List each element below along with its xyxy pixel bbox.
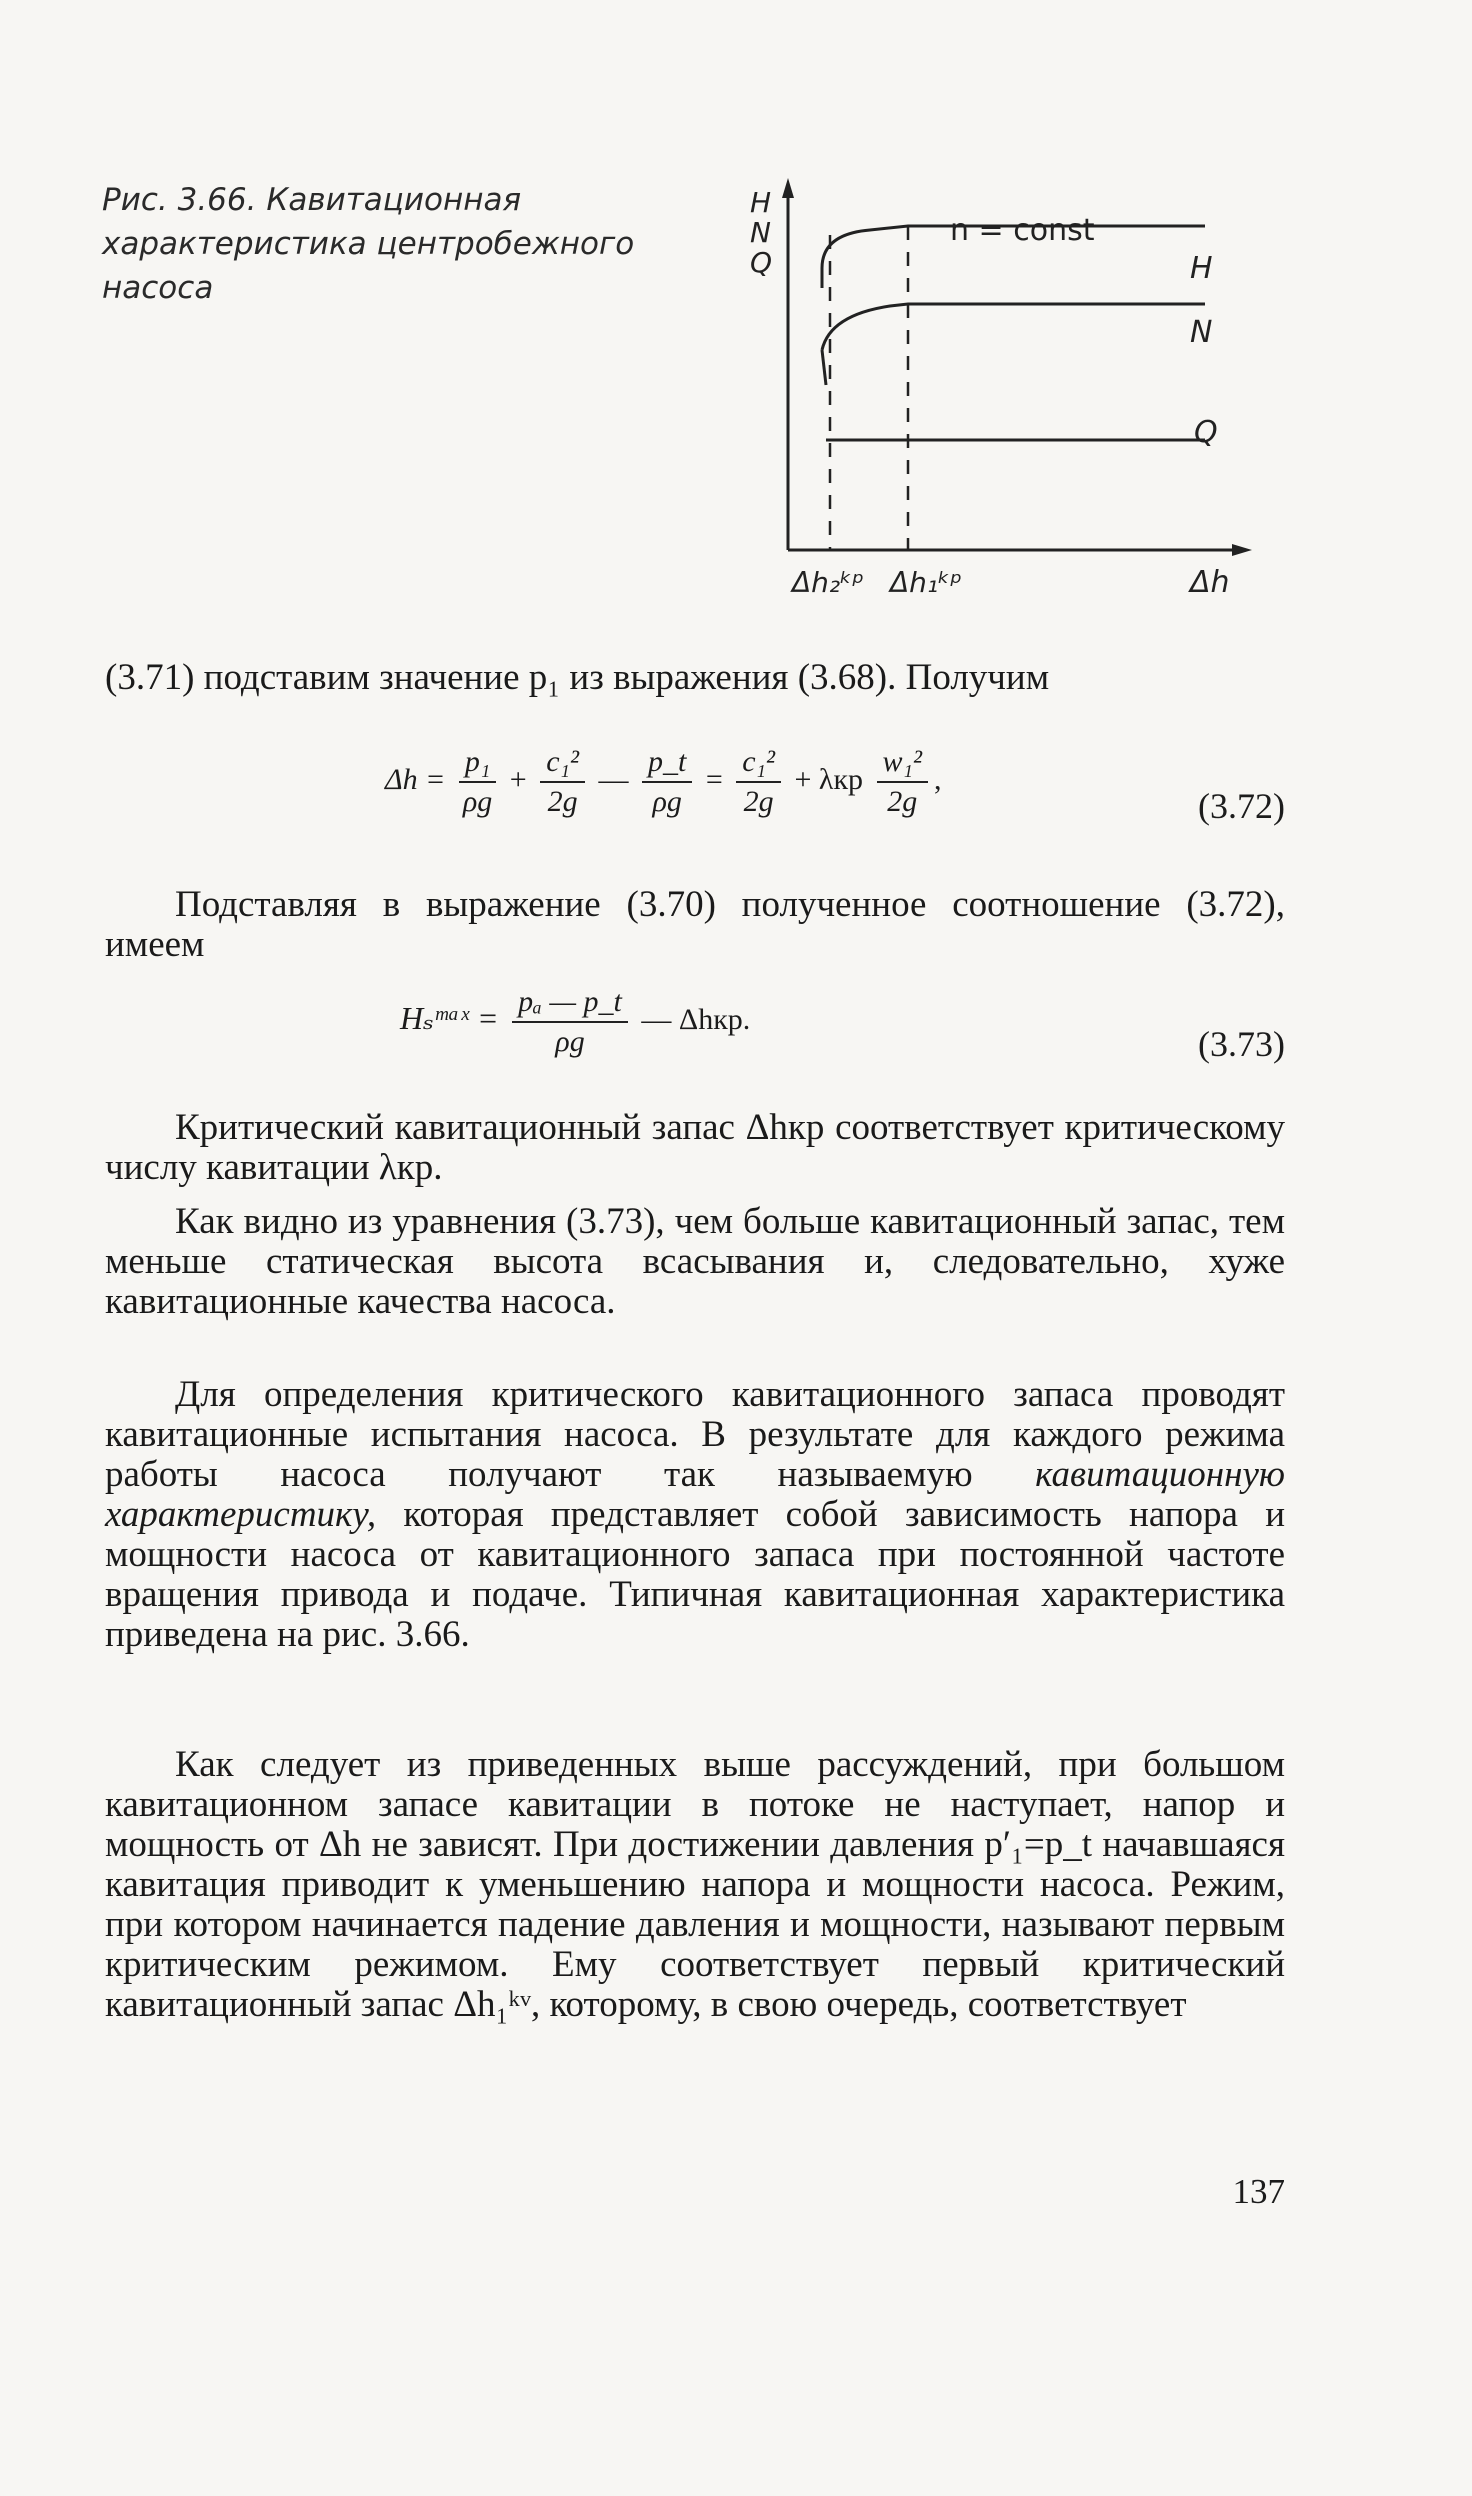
eq1-lhs: Δh = — [385, 762, 446, 796]
cavitation-figure — [740, 150, 1260, 650]
eq2-tail: — Δhкр. — [641, 1002, 751, 1036]
x-axis-arrow — [1232, 544, 1252, 556]
n-const-label: n = const — [950, 213, 1095, 248]
paragraph-5-start: Для определения критического кавитационного запаса проводят кавитационные испытания насоса. В результате для каждого режима работы насоса получают так называемую — [105, 1374, 1285, 1495]
equation-3-73 — [105, 985, 1285, 1105]
eq1-lambda: λкр — [818, 762, 864, 796]
paragraph-4: Как видно из уравнения (3.73), чем больше кавитационный запас, тем меньше статическая высота всасывания и, следовательно, хуже кавитационные качества насоса. — [105, 1201, 1285, 1322]
x-axis-label: Δh — [1190, 565, 1230, 600]
curve-label-q: Q — [1194, 415, 1218, 450]
y-label-h: H — [750, 186, 772, 219]
y-axis-arrow — [782, 178, 794, 198]
paragraph-5-emphasis: кавитационную характеристику, — [105, 1454, 1286, 1535]
paragraph-2: Подставляя в выражение (3.70) полученное соотношение (3.72), имеем — [105, 884, 1285, 965]
eq2-lhs: Hₛᵐᵃˣ = — [400, 999, 499, 1036]
page-number: 137 — [1232, 2172, 1285, 2211]
equation-number-3-73: (3.73) — [1198, 1024, 1285, 1064]
eq2-frac: $\frac{\text{pₐ — p\_t}}{\rho g}$ — [512, 985, 628, 1059]
figure-caption: Рис. 3.66. Кавитационная характеристика центробежного насоса — [102, 182, 635, 306]
y-label-n: N — [750, 216, 771, 249]
cavitation-chart — [740, 150, 1260, 650]
paragraph-3: Критический кавитационный запас Δhкр соответствует критическому числу кавитации λкр. — [105, 1107, 1285, 1188]
paragraph-6: Как следует из приведенных выше рассуждений, при большом кавитационном запасе кавитации в потоке не наступает, напор и мощность от Δh не зависят. При достижении давления p′₁=p_t начавшаяся кавитация приводит к уменьшению напора и мощности насоса. Режим, при котором начинается падение давления и мощности, называют первым критическим режимом. Ему соответствует первый критический кавитационный запас Δh₁ᵏᵛ, которому, в свою очередь, соответствует — [105, 1744, 1285, 2025]
curve-label-h: H — [1190, 251, 1213, 286]
paragraph-5 — [105, 1375, 1285, 1655]
y-label-q: Q — [750, 246, 773, 279]
equation-3-72: Δh = $\frac{\text{p₁}}{\rho g}$ + $\frac{\text{c₁²}}{2g}$ — $\frac{p\_t}{\rho g}$ = $\frac{\text{c₁²}}{2g}$ + λкр $\frac{\text{w₁²}}{2g}$ , (3.72) — [385, 745, 1285, 826]
paragraph-5-end: которая представляет собой зависимость напора и мощности насоса от кавитационного запаса при постоянной частоте вращения привода и подаче. Типичная кавитационная характеристика приведена на рис. 3.66. — [105, 1494, 1285, 1655]
n-curve — [822, 304, 1205, 350]
x-tick-h1: Δh₁ᵏᵖ — [890, 566, 963, 599]
paragraph-1: (3.71) подставим значение p₁ из выражения (3.68). Получим — [105, 657, 1050, 698]
n-curve-drop — [822, 350, 826, 385]
eq1-term4: $\frac{\text{c₁²}}{2g}$ — [736, 745, 781, 819]
eq1-term5: $\frac{\text{w₁²}}{2g}$ — [877, 745, 928, 819]
eq1-term1: $\frac{\text{p₁}}{\rho g}$ — [459, 745, 496, 819]
curve-label-n: N — [1190, 315, 1213, 350]
equation-number-3-72: (3.72) — [1198, 786, 1285, 826]
x-tick-h2: Δh₂ᵏᵖ — [792, 566, 865, 599]
eq1-term3: $\frac{p\_t}{\rho g}$ — [642, 745, 692, 819]
eq1-term2: $\frac{\text{c₁²}}{2g}$ — [540, 745, 585, 819]
